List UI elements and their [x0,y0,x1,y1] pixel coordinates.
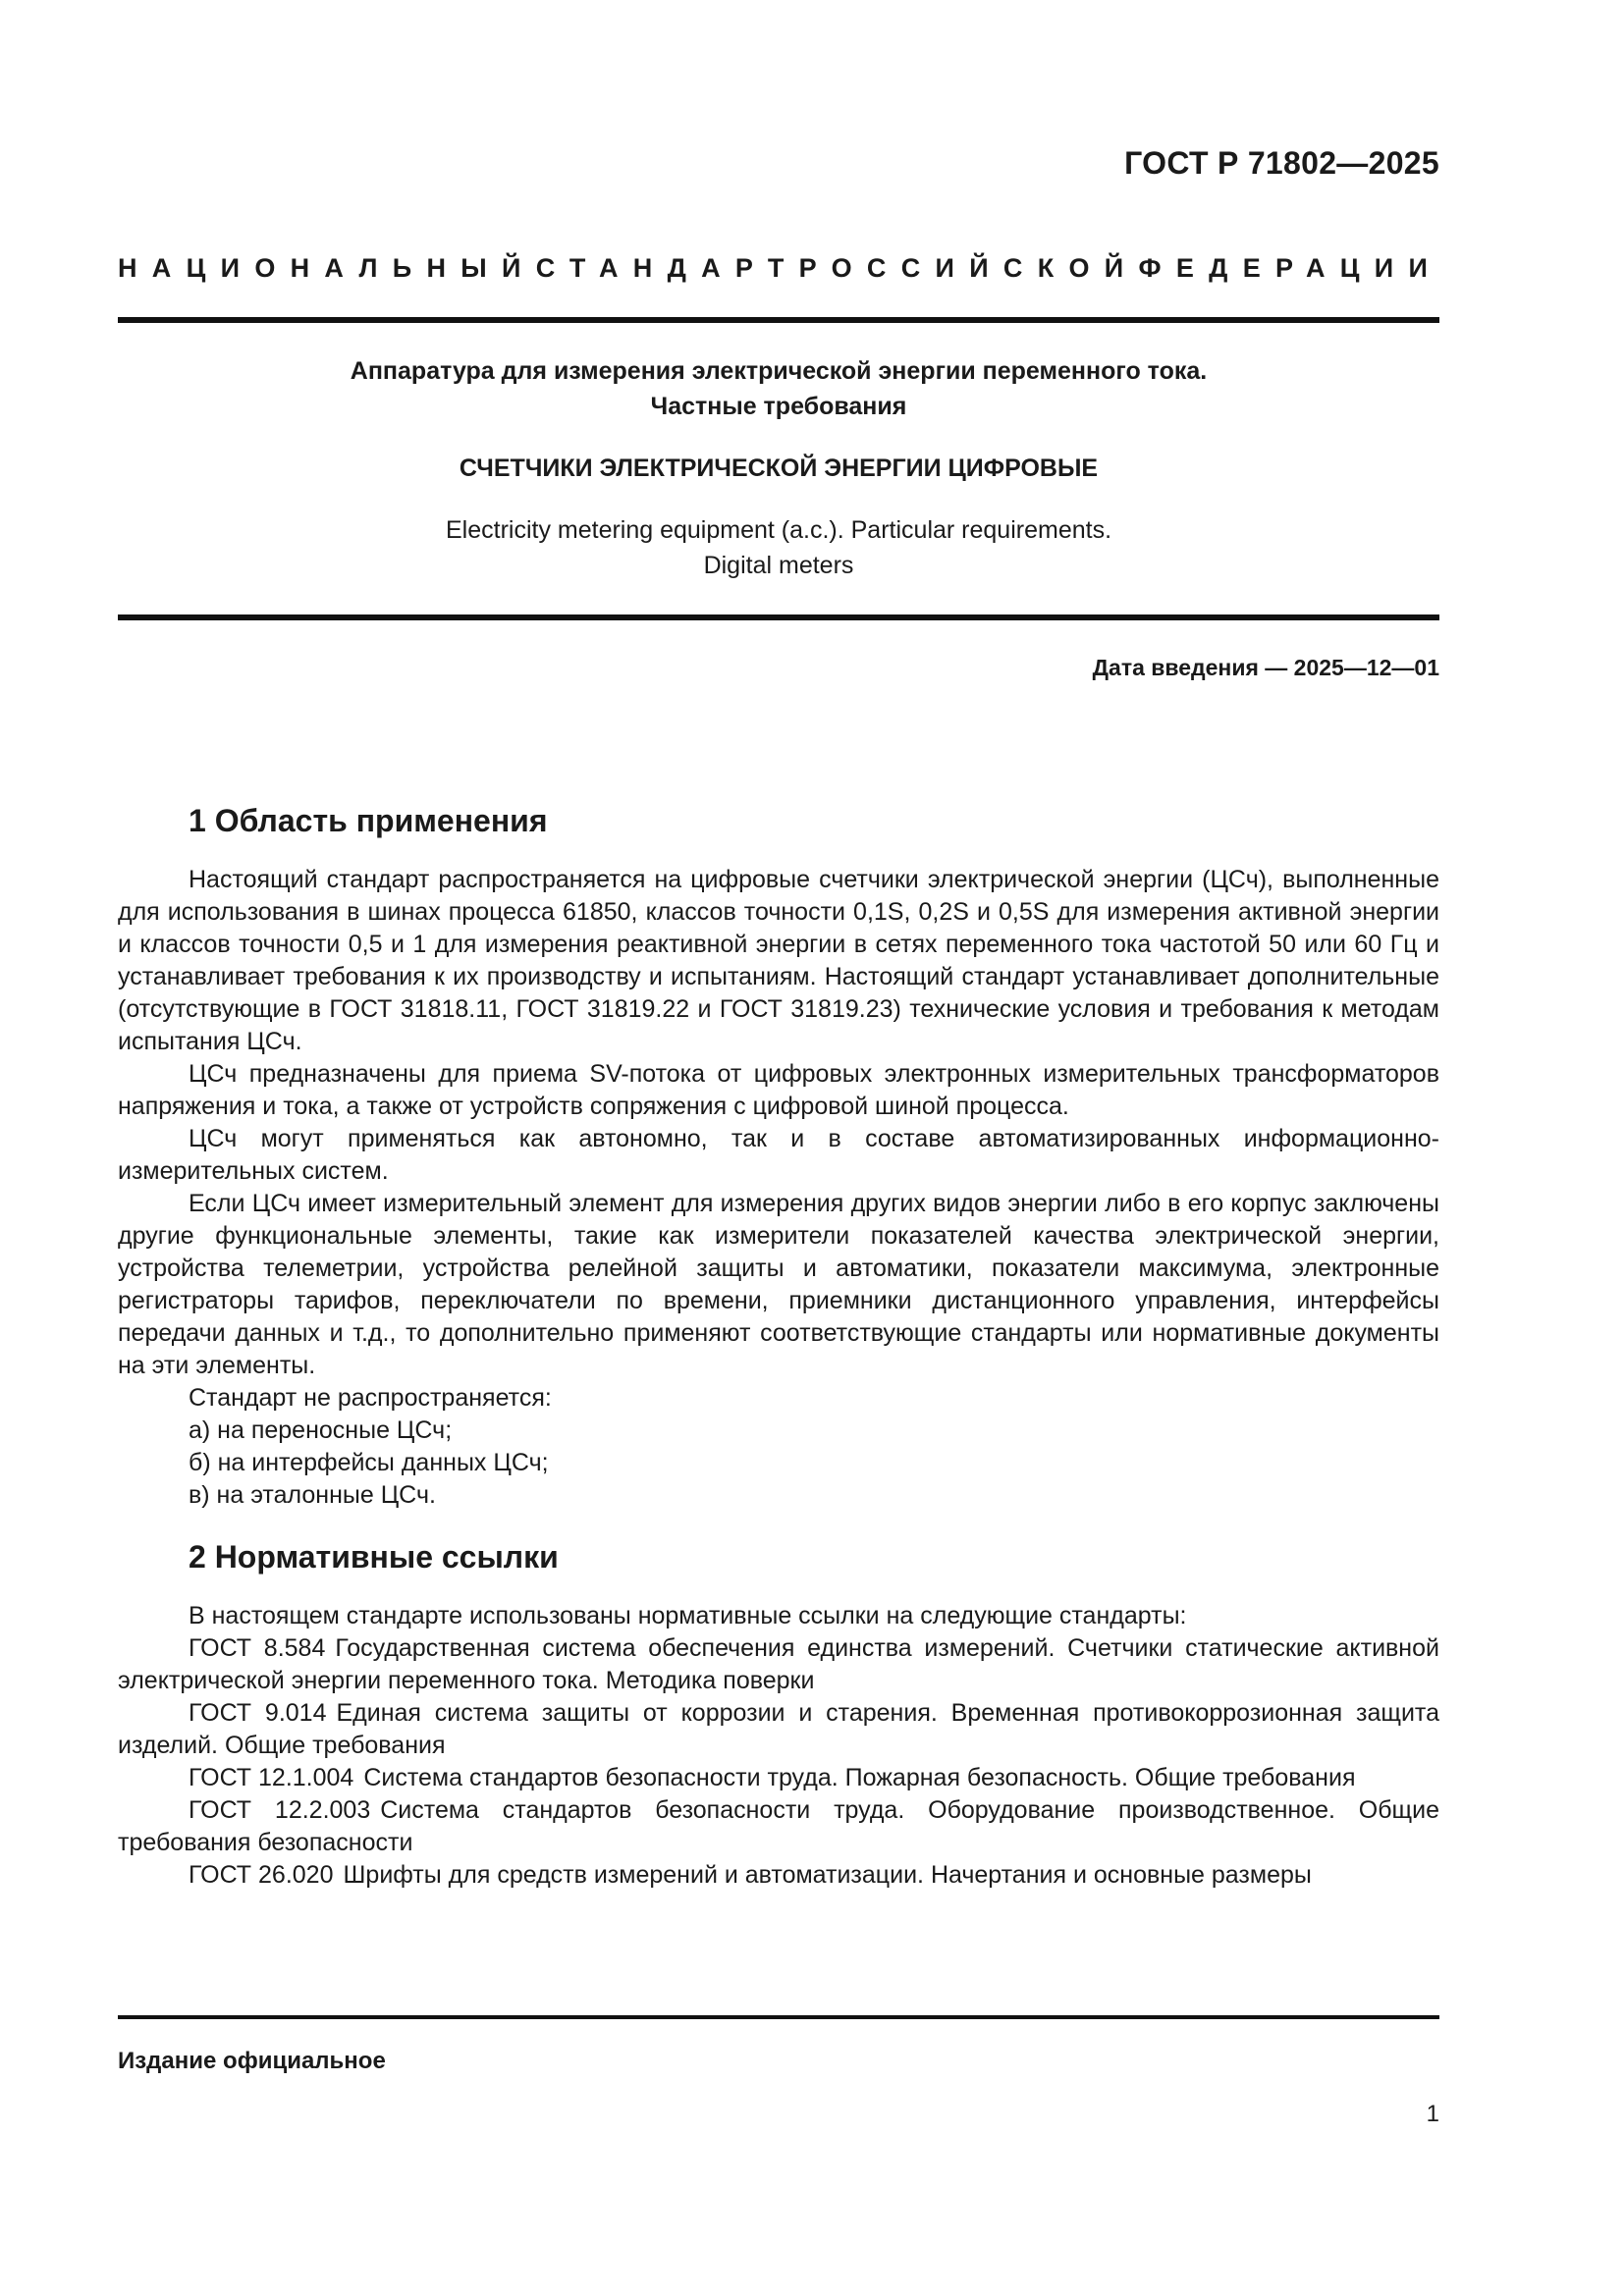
reference-title: Шрифты для средств измерений и автоматизации. Начертания и основные размеры [343,1861,1312,1889]
main-title: СЧЕТЧИКИ ЭЛЕКТРИЧЕСКОЙ ЭНЕРГИИ ЦИФРОВЫЕ [459,454,1099,482]
references-intro: В настоящем стандарте использованы нормативные ссылки на следующие стандарты: [189,1602,1187,1629]
section-2-heading: 2 Нормативные ссылки [189,1539,559,1575]
paragraph: Если ЦСч имеет измерительный элемент для измерения других видов энергии либо в его корпус заключены другие функциональные элементы, такие как измерители показателей качества электрической энергии, устройства телеметрии, устройства релейной защиты и автоматики, показатели максимума, электронные регистраторы тарифов, переключатели по времени, приемники дистанционного управления, интерфейсы передачи данных и т.д., то дополнительно применяют соответствующие стандарты или нормативные документы на эти элементы. [118,1190,1439,1379]
reference-code: ГОСТ 12.2.003 [189,1796,371,1824]
reference-title: Система стандартов безопасности труда. Оборудование производственное. Общие требования безопасности [118,1796,1439,1856]
section-1-heading: 1 Область применения [189,803,548,838]
english-title-line-2: Digital meters [703,552,854,579]
english-title-line-1: Electricity metering equipment (a.c.). Particular requirements. [445,516,1112,544]
reference-item [118,1632,1439,1697]
national-title-word: РОССИЙСКОЙ [798,253,1139,283]
official-edition-label: Издание официальное [118,2048,386,2074]
national-standard-title [118,253,1443,284]
reference-item [118,1794,1439,1859]
paragraph: Стандарт не распространяется: [189,1384,552,1412]
reference-title: Государственная система обеспечения единства измерений. Счетчики статические активной электрической энергии переменного тока. Методика поверки [118,1634,1439,1694]
title-divider [118,614,1439,620]
reference-item [118,1697,1439,1762]
page-number: 1 [1426,2101,1439,2127]
footer-divider [118,2015,1439,2019]
list-item: в) на эталонные ЦСч. [189,1481,436,1509]
document-body [118,801,1439,1892]
title-line-2: Частные требования [650,393,907,420]
introduction-date: Дата введения — 2025—12—01 [1092,655,1439,680]
list-item: б) на интерфейсы данных ЦСч; [189,1449,549,1476]
top-divider [118,317,1439,323]
reference-code: ГОСТ 8.584 [189,1634,326,1662]
reference-code: ГОСТ 26.020 [189,1861,334,1889]
national-title-word: ФЕДЕРАЦИИ [1138,253,1443,283]
title-line-1: Аппаратура для измерения электрической энергии переменного тока. [350,357,1208,385]
reference-item [118,1762,1439,1794]
reference-title: Единая система защиты от коррозии и старения. Временная противокоррозионная защита изделий. Общие требования [118,1699,1439,1759]
paragraph: Настоящий стандарт распространяется на цифровые счетчики электрической энергии (ЦСч), выполненные для использования в шинах процесса 61850, классов точности 0,1S, 0,2S и 0,5S для измерения активной энергии и классов точности 0,5 и 1 для измерения реактивной энергии в сетях переменного тока частотой 50 или 60 Гц и устанавливает требования к их производству и испытаниям. Настоящий стандарт устанавливает дополнительные (отсутствующие в ГОСТ 31818.11, ГОСТ 31819.22 и ГОСТ 31819.23) технические условия и требования к методам испытания ЦСч. [118,866,1439,1055]
reference-item [118,1859,1439,1892]
paragraph: ЦСч предназначены для приема SV-потока от цифровых электронных измерительных трансформаторов напряжения и тока, а также от устройств сопряжения с цифровой шиной процесса. [118,1060,1439,1120]
reference-title: Система стандартов безопасности труда. Пожарная безопасность. Общие требования [363,1764,1356,1791]
reference-code: ГОСТ 9.014 [189,1699,327,1727]
list-item: а) на переносные ЦСч; [189,1416,453,1444]
title-block [118,353,1439,583]
reference-code: ГОСТ 12.1.004 [189,1764,354,1791]
document-page [118,0,1443,2296]
paragraph: ЦСч могут применяться как автономно, так и в составе автоматизированных информационно-измерительных систем. [118,1125,1439,1185]
national-title-word: СТАНДАРТ [535,253,799,283]
national-title-word: НАЦИОНАЛЬНЫЙ [118,253,536,283]
document-number: ГОСТ Р 71802—2025 [1124,145,1439,181]
